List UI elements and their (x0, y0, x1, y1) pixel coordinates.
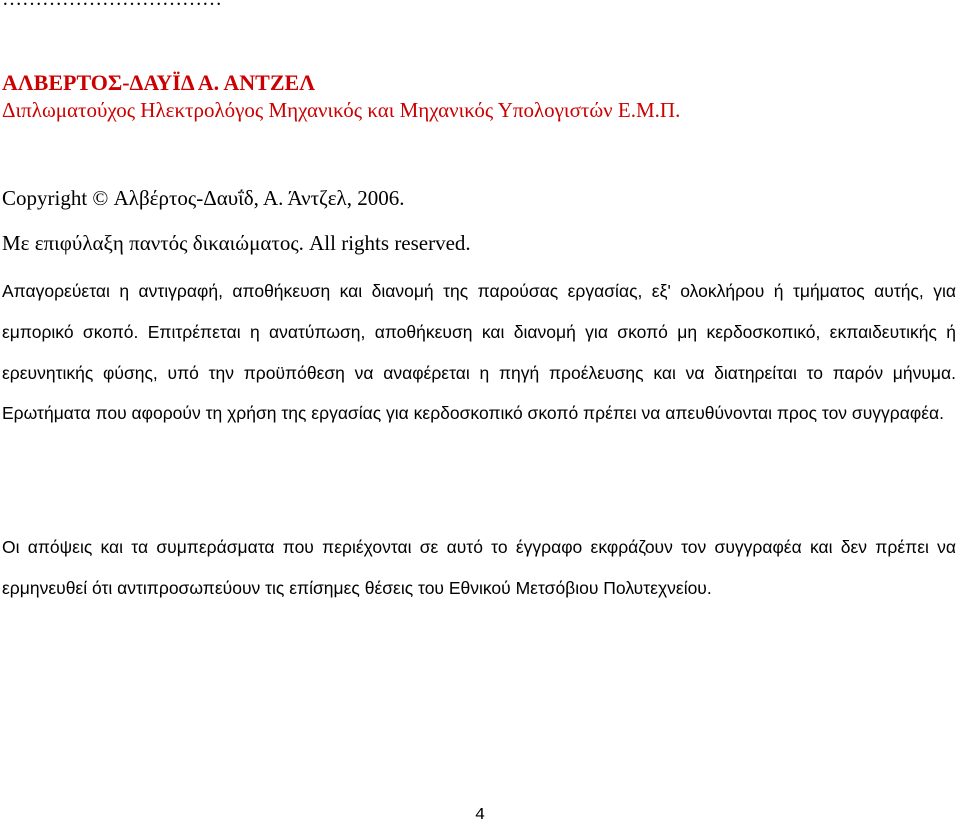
rights-reserved-line: Με επιφύλαξη παντός δικαιώματος. All rights reserved. (2, 231, 471, 255)
author-title: Διπλωματούχος Ηλεκτρολόγος Μηχανικός και Μηχανικός Υπολογιστών Ε.Μ.Π. (2, 98, 681, 122)
page-number: 4 (474, 806, 486, 825)
disclaimer-paragraph: Οι απόψεις και τα συμπεράσματα που περιέχονται σε αυτό το έγγραφο εκφράζουν τον συγγραφέα και δεν πρέπει να ερμηνευθεί ότι αντιπροσωπεύουν τις επίσημες θέσεις του Εθνικού Μετσόβιου Πολυτεχνείου. (2, 537, 956, 598)
usage-terms-paragraph: Απαγορεύεται η αντιγραφή, αποθήκευση και διανομή της παρούσας εργασίας, εξ' ολοκλήρου ή τμήματος αυτής, για εμπορικό σκοπό. Επιτρέπεται η ανατύπωση, αποθήκευση και διανομή για σκοπό μη κερδοσκοπικό, εκπαιδευτικής ή ερευνητικής φύσης, υπό την προϋπόθεση να αναφέρεται η πηγή προέλευσης και να διατηρείται το παρόν μήνυμα. Ερωτήματα που αφορούν τη χρήση της εργασίας για κερδοσκοπικό σκοπό πρέπει να απευθύνονται προς τον συγγραφέα. (2, 281, 956, 424)
copyright-line: Copyright © Αλβέρτος-Δαυΐδ, Α. Άντζελ, 2006. (2, 186, 405, 210)
dotted-line (2, 0, 222, 10)
author-name: ΑΛΒΕΡΤΟΣ-ΔΑΥΪΔ Α. ΑΝΤΖΕΛ (2, 70, 315, 95)
